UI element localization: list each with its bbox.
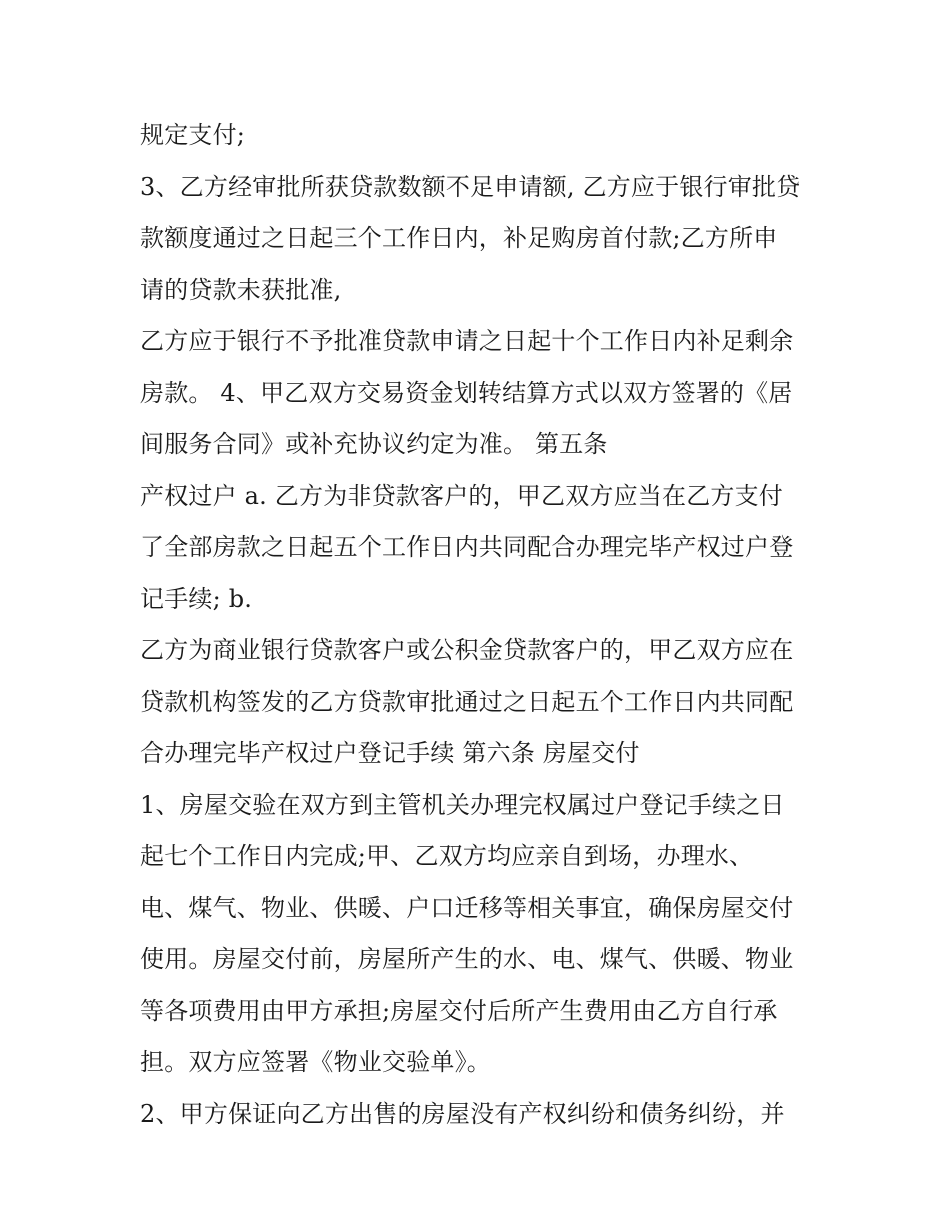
text-line: 1、房屋交验在双方到主管机关办理完权属过户登记手续之日 — [140, 790, 785, 819]
text-line: 记手续; b. — [140, 584, 253, 613]
text-line: 起七个工作日内完成;甲、乙双方均应亲自到场，办理水、 — [140, 842, 754, 870]
text-line: 产权过户 a. 乙方为非贷款客户的，甲乙双方应当在乙方支付 — [140, 481, 783, 510]
text-line: 使用。房屋交付前，房屋所产生的水、电、煤气、供暖、物业 — [140, 945, 794, 973]
text-line: 规定支付; — [140, 121, 246, 149]
text-line: 担。双方应签署《物业交验单》。 — [140, 1048, 491, 1076]
text-line: 房款。 4、甲乙双方交易资金划转结算方式以双方签署的《居 — [140, 378, 793, 407]
text-line: 等各项费用由甲方承担;房屋交付后所产生费用由乙方自行承 — [140, 996, 778, 1025]
text-line: 请的贷款未获批准, — [140, 275, 342, 304]
document-body — [140, 110, 820, 1140]
text-line: 2、甲方保证向乙方出售的房屋没有产权纠纷和债务纠纷，并 — [140, 1099, 785, 1128]
text-line: 合办理完毕产权过户登记手续 第六条 房屋交付 — [140, 739, 640, 767]
text-line: 间服务合同》或补充协议约定为准。 第五条 — [140, 430, 608, 458]
text-line: 款额度通过之日起三个工作日内，补足购房首付款;乙方所申 — [140, 224, 778, 252]
text-line: 电、煤气、物业、供暖、户口迁移等相关事宜，确保房屋交付 — [140, 893, 794, 922]
text-line: 乙方应于银行不予批准贷款申请之日起十个工作日内补足剩余 — [140, 327, 794, 355]
text-line: 了全部房款之日起五个工作日内共同配合办理完毕产权过户登 — [140, 533, 794, 561]
text-line: 乙方为商业银行贷款客户或公积金贷款客户的，甲乙双方应在 — [140, 636, 794, 664]
text-line: 贷款机构签发的乙方贷款审批通过之日起五个工作日内共同配 — [140, 687, 794, 716]
text-line: 3、乙方经审批所获贷款数额不足申请额, 乙方应于银行审批贷 — [140, 172, 801, 201]
